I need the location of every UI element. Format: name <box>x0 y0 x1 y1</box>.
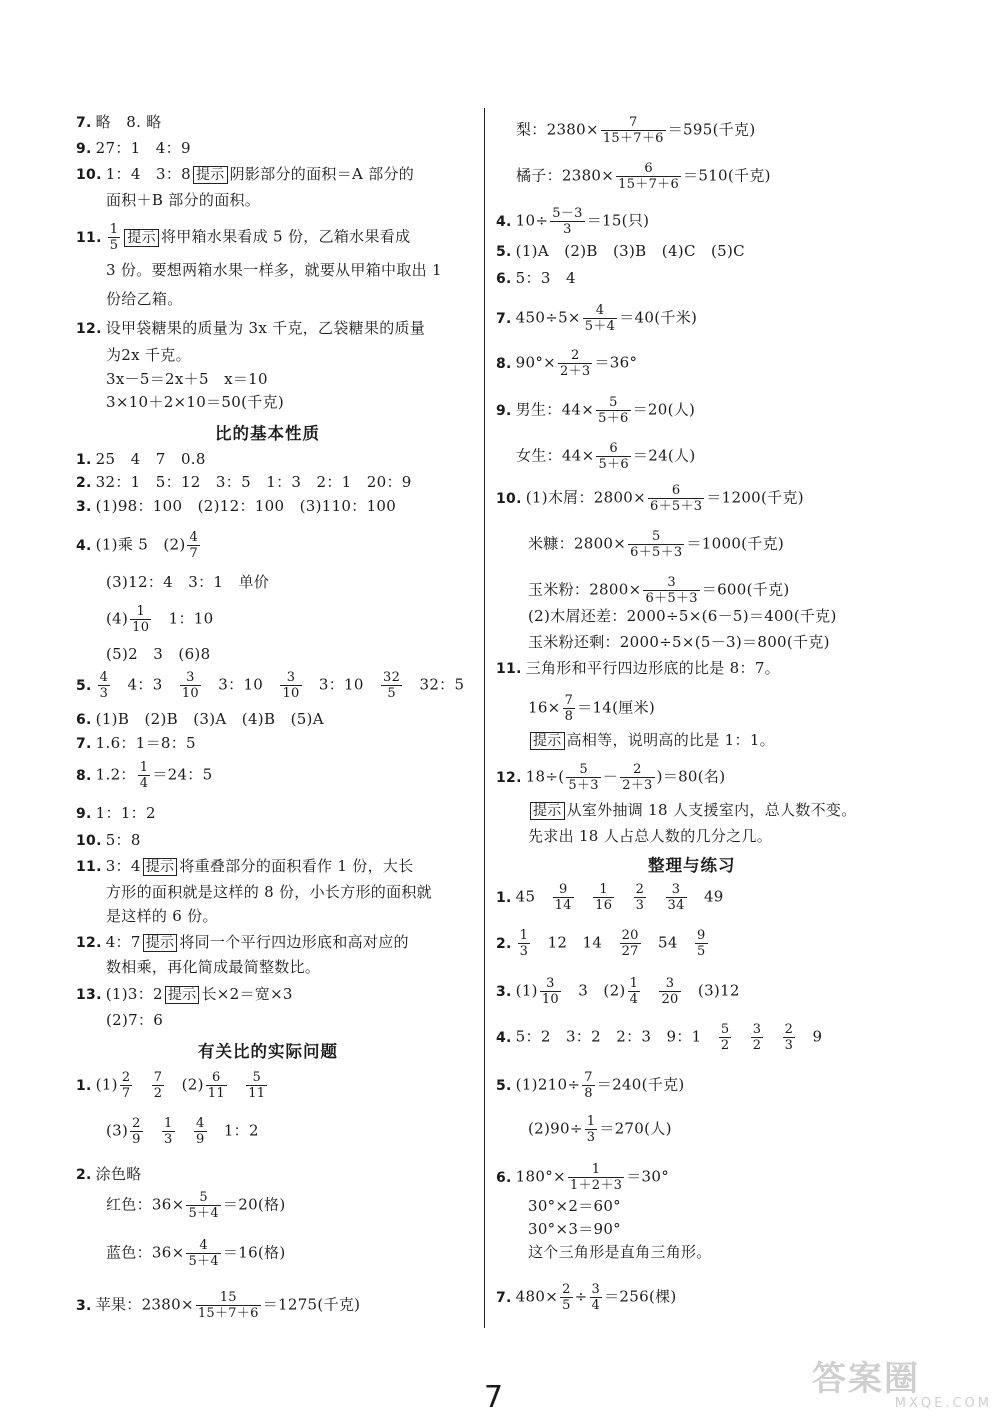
answer-line: 蓝色：36× $\frac{4}{5+4}$ ＝16(格) <box>106 1238 286 1269</box>
fraction: $\frac{1}{1+2+3}$ <box>569 1162 623 1193</box>
fraction: $\frac{4}{5+4}$ <box>188 1238 219 1269</box>
answer-line: (4) $\frac{1}{10}$ 1：10 <box>106 604 214 635</box>
answer-line: 3. 苹果：2380× $\frac{15}{15+7+6}$ ＝1275(千克) <box>76 1290 361 1321</box>
fraction: $\frac{1}{4}$ <box>139 760 149 791</box>
fraction: $\frac{6}{15+7+6}$ <box>618 161 680 192</box>
fraction: $\frac{2}{9}$ <box>132 1116 141 1147</box>
answer-line: 16× $\frac{7}{8}$ ＝14(厘米) <box>528 693 656 724</box>
fraction: $\frac{5}{2}$ <box>720 1022 730 1053</box>
fraction: $\frac{7}{8}$ <box>564 693 574 724</box>
answer-line: 7. 1.6：1＝8：5 <box>76 734 196 752</box>
fraction: $\frac{4}{7}$ <box>189 530 199 561</box>
answer-line: 9. 1：1：2 <box>76 804 156 822</box>
answer-line: 4. 5：2 3：2 2：3 9：1 $\frac{5}{2}$ $\frac{3}{2}$ $\frac{2}{3}$ 9 <box>496 1022 823 1053</box>
fraction: $\frac{20}{27}$ <box>621 928 639 959</box>
answer-line: 1. (1) $\frac{2}{7}$ $\frac{7}{2}$ (2) $\frac{6}{11}$ $\frac{5}{11}$ <box>76 1070 266 1101</box>
answer-line: 提示 高相等，说明高的比是 1：1。 <box>528 730 775 750</box>
answer-line: 6. 5：3 4 <box>496 269 576 287</box>
fraction: $\frac{4}{5+4}$ <box>584 303 616 334</box>
fraction: $\frac{2}{3}$ <box>784 1022 794 1053</box>
fraction: $\frac{3}{20}$ <box>661 976 679 1007</box>
fraction: $\frac{7}{8}$ <box>584 1070 593 1101</box>
fraction: $\frac{2}{5}$ <box>562 1282 571 1313</box>
answer-line: 30°×2＝60° <box>528 1197 621 1215</box>
answer-line: 份给乙箱。 <box>106 290 183 308</box>
answer-line: 米糠：2800× $\frac{5}{6+5+3}$ ＝1000(千克) <box>528 529 785 560</box>
fraction: $\frac{9}{14}$ <box>554 882 572 913</box>
answer-line: 5. (1)210÷ $\frac{7}{8}$ ＝240(千克) <box>496 1070 685 1101</box>
fraction: $\frac{5-3}{3}$ <box>552 206 583 237</box>
fraction: $\frac{1}{10}$ <box>132 604 150 635</box>
answer-line: 红色：36× $\frac{5}{5+4}$ ＝20(格) <box>106 1190 286 1221</box>
fraction: $\frac{1}{3}$ <box>586 1114 596 1145</box>
fraction: $\frac{1}{4}$ <box>629 976 639 1007</box>
hint-box: 提示 <box>165 986 200 1004</box>
fraction: $\frac{9}{5}$ <box>697 928 706 959</box>
answer-line: 6. (1)B (2)B (3)A (4)B (5)A <box>76 710 324 728</box>
fraction: $\frac{4}{3}$ <box>99 670 109 701</box>
fraction: $\frac{4}{9}$ <box>195 1116 205 1147</box>
answer-line: 5. (1)A (2)B (3)B (4)C (5)C <box>496 242 745 260</box>
fraction: $\frac{2}{3}$ <box>635 882 645 913</box>
answer-line: 玉米粉还剩：2000÷5×(5－3)＝800(千克) <box>528 633 830 651</box>
answer-line: 方形的面积就是这样的 8 份，小长方形的面积就 <box>106 883 432 901</box>
fraction: $\frac{1}{3}$ <box>519 928 529 959</box>
page-number: 7 <box>484 1380 504 1415</box>
fraction: $\frac{6}{6+5+3}$ <box>650 483 703 514</box>
fraction: $\frac{32}{5}$ <box>383 670 401 701</box>
fraction: $\frac{2}{7}$ <box>121 1070 131 1101</box>
answer-line: (2)7：6 <box>106 1011 164 1029</box>
answer-line: 12. 4：7 提示 将同一个平行四边形底和高对应的 <box>76 933 409 951</box>
answer-line: 面积＋B 部分的面积。 <box>106 191 261 209</box>
answer-line: 橘子：2380× $\frac{6}{15+7+6}$ ＝510(千克) <box>516 161 771 192</box>
answer-line: 3x－5＝2x＋5 x＝10 <box>106 370 268 388</box>
answer-line: 是这样的 6 份。 <box>106 907 218 925</box>
answer-line: 女生：44× $\frac{6}{5+6}$ ＝24(人) <box>516 441 696 472</box>
fraction: $\frac{1}{16}$ <box>595 882 613 913</box>
answer-line: 7. 略 8. 略 <box>76 113 162 131</box>
answer-line: 12. 18÷( $\frac{5}{5+3}$ － $\frac{2}{2+3}$ )＝80(名) <box>496 762 726 793</box>
answer-line: 2. $\frac{1}{3}$ 12 14 $\frac{20}{27}$ 54 $\frac{9}{5}$ <box>496 928 706 959</box>
answer-line: 1. 45 $\frac{9}{14}$ $\frac{1}{16}$ $\frac{2}{3}$ $\frac{3}{34}$ 49 <box>496 882 724 913</box>
answer-line: 11. 三角形和平行四边形底的比是 8：7。 <box>496 659 780 677</box>
fraction: $\frac{3}{10}$ <box>541 976 559 1007</box>
fraction: $\frac{15}{15+7+6}$ <box>197 1290 259 1321</box>
column-divider <box>484 108 485 1328</box>
fraction: $\frac{2}{2+3}$ <box>560 348 591 379</box>
fraction: $\frac{2}{2+3}$ <box>622 762 653 793</box>
answer-line: 7. 480× $\frac{2}{5}$ ÷ $\frac{3}{4}$ ＝256(棵) <box>496 1282 677 1313</box>
fraction: $\frac{5}{6+5+3}$ <box>630 529 683 560</box>
fraction: $\frac{3}{34}$ <box>667 882 685 913</box>
fraction: $\frac{7}{15+7+6}$ <box>602 115 664 146</box>
answer-line: 2. 涂色略 <box>76 1165 142 1183</box>
fraction: $\frac{6}{11}$ <box>207 1070 225 1101</box>
answer-line: 玉米粉：2800× $\frac{3}{6+5+3}$ ＝600(千克) <box>528 575 790 606</box>
hint-box: 提示 <box>124 229 159 247</box>
watermark-site: MXQE.COM <box>894 1396 992 1411</box>
answer-line: 8. 90°× $\frac{2}{2+3}$ ＝36° <box>496 348 638 379</box>
answer-line: 提示 从室外抽调 18 人支援室内，总人数不变。 <box>528 800 857 820</box>
answer-line: 5. $\frac{4}{3}$ 4：3 $\frac{3}{10}$ 3：10 $\frac{3}{10}$ 3：10 $\frac{32}{5}$ 32：5 <box>76 670 465 701</box>
answer-line: 6. 180°× $\frac{1}{1+2+3}$ ＝30° <box>496 1162 669 1193</box>
answer-line: (3)12：4 3：1 单价 <box>106 573 270 591</box>
watermark-logo <box>812 1359 992 1414</box>
answer-line: 7. 450÷5× $\frac{4}{5+4}$ ＝40(千米) <box>496 303 698 334</box>
answer-line: 10. (1)木屑：2800× $\frac{6}{6+5+3}$ ＝1200(千克) <box>496 483 804 514</box>
answer-line: 3. (1)98：100 (2)12：100 (3)110：100 <box>76 497 397 515</box>
answer-line: (3) $\frac{2}{9}$ $\frac{1}{3}$ $\frac{4}{9}$ 1：2 <box>106 1116 259 1147</box>
answer-line: 先求出 18 人占总人数的几分之几。 <box>528 827 773 845</box>
fraction: $\frac{3}{10}$ <box>282 670 300 701</box>
fraction: $\frac{7}{2}$ <box>153 1070 163 1101</box>
answer-line: 4. (1)乘 5 (2) $\frac{4}{7}$ <box>76 530 199 561</box>
fraction: $\frac{5}{11}$ <box>248 1070 266 1101</box>
answer-line: 梨：2380× $\frac{7}{15+7+6}$ ＝595(千克) <box>516 115 756 146</box>
answer-line: 4. 10÷ $\frac{5-3}{3}$ ＝15(只) <box>496 206 650 237</box>
fraction: $\frac{1}{3}$ <box>164 1116 173 1147</box>
fraction: $\frac{5}{5+6}$ <box>598 395 629 426</box>
watermark-main: 答案圈 <box>812 1359 920 1399</box>
fraction: $\frac{3}{10}$ <box>181 670 199 701</box>
fraction: $\frac{5}{5+3}$ <box>568 762 599 793</box>
answer-line: 这个三角形是直角三角形。 <box>528 1243 712 1261</box>
answer-line: 3. (1) $\frac{3}{10}$ 3 (2) $\frac{1}{4}$ $\frac{3}{20}$ (3)12 <box>496 976 740 1007</box>
hint-box: 提示 <box>530 732 565 750</box>
answer-line: 2. 32：1 5：12 3：5 1：3 2：1 20：9 <box>76 473 412 491</box>
answer-line: 11. 3：4 提示 将重叠部分的面积看作 1 份，大长 <box>76 857 414 875</box>
answer-line: 为2x 千克。 <box>106 346 191 364</box>
answer-line: (2)木屑还差：2000÷5×(6－5)＝400(千克) <box>528 607 837 625</box>
section-heading: 整理与练习 <box>648 856 736 875</box>
answer-line: 13. (1)3：2 提示 长×2＝宽×3 <box>76 985 293 1003</box>
answer-line: 10. 1：4 3：8 提示 阴影部分的面积＝A 部分的 <box>76 165 415 183</box>
answer-line: (2)90÷ $\frac{1}{3}$ ＝270(人) <box>528 1114 672 1145</box>
answer-line: 11. $\frac{1}{5}$ 提示 将甲箱水果看成 5 份，乙箱水果看成 <box>76 222 411 253</box>
answer-line: 数相乘，再化简成最简整数比。 <box>106 958 321 976</box>
fraction: $\frac{6}{5+6}$ <box>598 441 629 472</box>
fraction: $\frac{3}{2}$ <box>752 1022 762 1053</box>
answer-line: 9. 27：1 4：9 <box>76 139 191 157</box>
answer-line: (5)2 3 (6)8 <box>106 645 211 663</box>
answer-line: 3 份。要想两箱水果一样多，就要从甲箱中取出 1 <box>106 261 442 279</box>
fraction: $\frac{3}{4}$ <box>591 1282 601 1313</box>
answer-line: 1. 25 4 7 0.8 <box>76 450 206 468</box>
answer-line: 9. 男生：44× $\frac{5}{5+6}$ ＝20(人) <box>496 395 696 426</box>
section-heading: 比的基本性质 <box>215 424 320 443</box>
hint-box: 提示 <box>143 934 178 952</box>
hint-box: 提示 <box>530 802 565 820</box>
fraction: $\frac{3}{6+5+3}$ <box>645 575 698 606</box>
answer-line: 8. 1.2： $\frac{1}{4}$ ＝24：5 <box>76 760 213 791</box>
hint-box: 提示 <box>143 858 178 876</box>
answer-line: 10. 5：8 <box>76 831 141 849</box>
answer-line: 3×10＋2×10＝50(千克) <box>106 393 284 411</box>
fraction: $\frac{5}{5+4}$ <box>188 1190 219 1221</box>
answer-line: 12. 设甲袋糖果的质量为 3x 千克，乙袋糖果的质量 <box>76 319 426 337</box>
fraction: $\frac{1}{5}$ <box>109 222 119 253</box>
section-heading: 有关比的实际问题 <box>198 1042 338 1061</box>
hint-box: 提示 <box>193 166 228 184</box>
answer-line: 30°×3＝90° <box>528 1220 621 1238</box>
